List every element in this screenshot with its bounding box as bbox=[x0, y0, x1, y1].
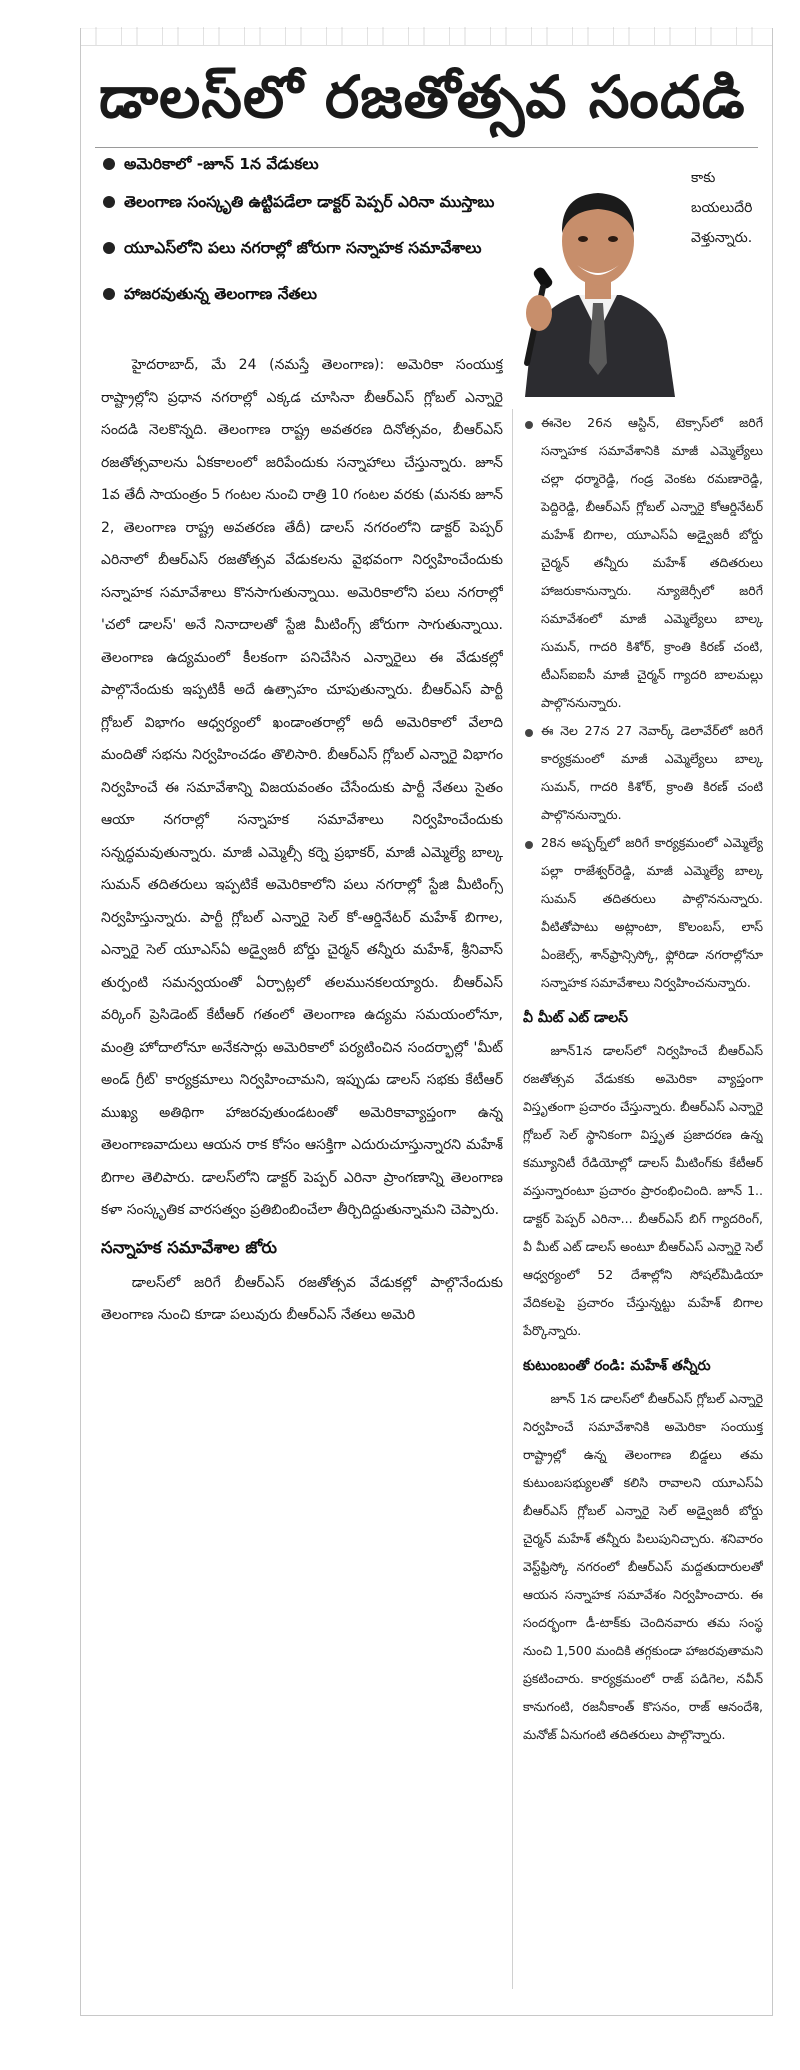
newspaper-clipping bbox=[80, 28, 773, 2016]
highlight-text: హాజరవుతున్న తెలంగాణ నేతలు bbox=[124, 285, 317, 303]
bullet-icon bbox=[103, 158, 115, 170]
highlight-item bbox=[101, 155, 511, 193]
bullet-paragraph: ఈనెల 26న ఆస్టిన్, టెక్సాస్‌లో జరిగే సన్నాహక సమావేశానికి మాజీ ఎమ్మెల్యేలు చల్లా ధర్మారెడ్డి, గండ్ర వెంకట రమణారెడ్డి, పెద్దిరెడ్డి, బీఆర్‌ఎస్ గ్లోబల్ ఎన్నారై కోఆర్డినేటర్ మహేశ్ బిగాల, యూఎస్‌ఏ అడ్వైజరీ బోర్డు చైర్మన్ తన్నీరు మహేశ్ తదితరులు హాజరుకానున్నారు. న్యూజెర్సీలో జరిగే సమావేశంలో మాజీ ఎమ్మెల్యేలు బాల్క సుమన్, గాదరి కిశోర్, క్రాంతి కిరణ్ చంటి, టీఎస్‌ఐఐసీ మాజీ చైర్మన్ గ్యాదరి బాలమల్లు పాల్గొననున్నారు. bbox=[523, 409, 763, 717]
bullet-paragraph: ఈ నెల 27న 27 నెవార్క్ డెలావేర్‌లో జరిగే కార్యక్రమంలో మాజీ ఎమ్మెల్యేలు బాల్క సుమన్, గాదరి కిశోర్, క్రాంతి కిరణ్ చంటి పాల్గొననున్నారు. bbox=[523, 717, 763, 829]
leader-photo bbox=[517, 163, 679, 397]
article-body-paragraph: జూన్1న డాలస్‌లో నిర్వహించే బీఆర్‌ఎస్ రజతోత్సవ వేడుకకు అమెరికా వ్యాప్తంగా విస్తృతంగా ప్రచారం చేస్తున్నారు. బీఆర్‌ఎస్ ఎన్నారై గ్లోబల్ సెల్ స్థానికంగా విస్తృత ప్రజాదరణ ఉన్న కమ్యూనిటీ రేడియోల్లో డాలస్ మీటింగ్‌కు కేటీఆర్ వస్తున్నారంటూ ప్రచారం ప్రారంభించింది. జూన్ 1.. డాక్టర్ పెప్పర్ ఎరినా... బీఆర్‌ఎస్ బిగ్ గ్యాదరింగ్, వీ మీట్ ఎట్ డాలస్ అంటూ బీఆర్‌ఎస్ ఎన్నారై సెల్ ఆధ్వర్యంలో 52 దేశాల్లోని సోషల్‌మీడియా వేదికలపై ప్రచారం చేస్తున్నట్టు మహేశ్ బిగాల పేర్కొన్నారు. bbox=[523, 1043, 763, 1338]
bullet-paragraph: 28న అష్బర్న్‌లో జరిగే కార్యక్రమంలో ఎమ్మెల్యే పల్లా రాజేశ్వర్‌రెడ్డి, మాజీ ఎమ్మెల్యే బాల్క సుమన్ తదితరులు పాల్గొననున్నారు. వీటితోపాటు అట్లాంటా, కొలంబస్, లాస్ ఏంజెల్స్, శాన్‌ఫ్రాన్సిస్కో, ఫ్లోరిడా నగరాల్లోనూ సన్నాహక సమావేశాలు నిర్వహించనున్నారు. bbox=[523, 829, 763, 997]
section-heading: కుటుంబంతో రండి: మహేశ్ తన్నీరు bbox=[523, 1358, 711, 1374]
article-body-paragraph: హైదరాబాద్, మే 24 (నమస్తే తెలంగాణ): అమెరికా సంయుక్త రాష్ట్రాల్లోని ప్రధాన నగరాల్లో ఎక్కడ చూసినా బీఆర్‌ఎస్ గ్లోబల్ ఎన్నారై సందడి నెలకొన్నది. తెలంగాణ రాష్ట్ర అవతరణ దినోత్సవం, బీఆర్‌ఎస్ రజతోత్సవాలను ఏకకాలంలో జరిపేందుకు సన్నాహాలు చేస్తున్నారు. జూన్ 1వ తేదీ సాయంత్రం 5 గంటల నుంచి రాత్రి 10 గంటల వరకు (మనకు జూన్ 2, తెలంగాణ రాష్ట్ర అవతరణ తేదీ) డాలస్ నగరంలోని డాక్టర్ పెప్పర్ ఎరినాలో బీఆర్‌ఎస్ రజతోత్సవ వేడుకలను వైభవంగా నిర్వహించేందుకు సన్నాహక సమావేశాలు కొనసాగుతున్నాయి. అమెరికాలోని పలు నగరాల్లో 'చలో డాలస్' అనే నినాదాలతో స్టేజి మీటింగ్స్ జోరుగా సాగుతున్నాయి. తెలంగాణ ఉద్యమంలో కీలకంగా పనిచేసిన ఎన్నారైలు ఈ వేడుకల్లో పాల్గొనేందుకు ఇప్పటికీ అదే ఉత్సాహం చూపుతున్నారు. బీఆర్‌ఎస్ పార్టీ గ్లోబల్ విభాగం ఆధ్వర్యంలో ఖండాంతరాల్లో అదీ అమెరికాలో వేలాది మందితో సభను నిర్వహించడం తొలిసారి. బీఆర్‌ఎస్ గ్లోబల్ ఎన్నారై విభాగం నిర్వహించే ఈ సమావేశాన్ని విజయవంతం చేసేందుకు పార్టీ నేతలు సైతం ఆయా నగరాల్లో సన్నాహక సమావేశాలు నిర్వహించేందుకు సన్నద్ధమవుతున్నారు. మాజీ ఎమ్మెల్సీ కర్నె ప్రభాకర్, మాజీ ఎమ్మెల్యే బాల్క సుమన్ తదితరులు ఇప్పటికే అమెరికాలోని పలు నగరాల్లో స్టేజి మీటింగ్స్ నిర్వహిస్తున్నారు. పార్టీ గ్లోబల్ ఎన్నారై సెల్ కో-ఆర్డినేటర్ మహేశ్ బిగాల, ఎన్నారై సెల్ యూఎస్‌ఏ అడ్వైజరీ బోర్డు చైర్మన్ తన్నీరు మహేశ్, శ్రీనివాస్ తుర్పంటి సమన్వయంతో ఏర్పాట్లలో తలమునకలయ్యారు. బీఆర్‌ఎస్ వర్కింగ్ ప్రెసిడెంట్ కేటీఆర్ గతంలో తెలంగాణ ఉద్యమ సమయంలోనూ, మంత్రి హోదాలోనూ అనేకసార్లు అమెరికాలో పర్యటించిన సందర్భాల్లో 'మీట్ అండ్ గ్రీట్' కార్యక్రమాలు నిర్వహించామని, ఇప్పుడు డాలస్ సభకు కేటీఆర్ ముఖ్య అతిథిగా హాజరవుతుండటంతో అమెరికావ్యాప్తంగా ఉన్న తెలంగాణవాదులు ఆయన రాక కోసం ఆసక్తిగా ఎదురుచూస్తున్నారని మహేశ్ బిగాల తెలిపారు. డాలస్‌లోని డాక్టర్ పెప్పర్ ఎరినా ప్రాంగణాన్ని తెలంగాణ కళా సంస్కృతిక వారసత్వం ప్రతిబింబించేలా తీర్చిదిద్దుతున్నామని చెప్పారు. bbox=[101, 357, 503, 1218]
right-column bbox=[523, 409, 763, 1969]
right-column-beside-photo bbox=[691, 163, 765, 413]
highlight-item bbox=[101, 193, 511, 239]
bullet-icon bbox=[103, 196, 115, 208]
headline: డాలస్‌లో రజతోత్సవ సందడి bbox=[99, 63, 746, 131]
article-body-paragraph: జూన్ 1న డాలస్‌లో బీఆర్‌ఎస్ గ్లోబల్ ఎన్నారై నిర్వహించే సమావేశానికి అమెరికా సంయుక్త రాష్ట్రాల్లో ఉన్న తెలంగాణ బిడ్డలు తమ కుటుంబసభ్యులతో కలిసి రావాలని యూఎస్‌ఏ బీఆర్‌ఎస్ గ్లోబల్ ఎన్నారై సెల్ అడ్వైజరీ బోర్డు చైర్మన్ మహేశ్ తన్నీరు పిలుపునిచ్చారు. శనివారం వెస్ట్‌ఫ్రిస్కో నగరంలో బీఆర్‌ఎస్ మద్దతుదారులతో ఆయన సన్నాహక సమావేశం నిర్వహించారు. ఈ సందర్భంగా డీ-టాక్‌కు చెందినవారు తమ సంస్థ నుంచి 1,500 మందికి తగ్గకుండా హాజరవుతామని ప్రకటించారు. కార్యక్రమంలో రాజ్ పడిగెల, నవీన్ కానుగంటి, రజనీకాంత్ కొసనం, రాజ్ ఆనందేశి, మనోజ్ ఏనుగంటి తదితరులు పాల్గొన్నారు. bbox=[523, 1391, 763, 1742]
bullet-icon bbox=[103, 288, 115, 300]
highlight-text: తెలంగాణ సంస్కృతి ఉట్టిపడేలా డాక్టర్ పెప్పర్ ఎరినా ముస్తాబు bbox=[124, 193, 495, 211]
section-heading: వీ మీట్ ఎట్ డాలస్ bbox=[523, 1010, 628, 1026]
leader-photo-illustration bbox=[517, 163, 679, 397]
column-divider bbox=[512, 409, 513, 1989]
headline-rule bbox=[95, 147, 758, 148]
highlight-item bbox=[101, 285, 511, 323]
left-column bbox=[101, 349, 503, 1999]
highlight-text: యూఎస్‌లోని పలు నగరాల్లో జోరుగా సన్నాహక సమావేశాలు bbox=[124, 239, 482, 257]
article-body-paragraph: డాలస్‌లో జరిగే బీఆర్‌ఎస్ రజతోత్సవ వేడుకల్లో పాల్గొనేందుకు తెలంగాణ నుంచి కూడా పలువురు బీఆర్‌ఎస్ నేతలు అమెరి bbox=[101, 1274, 503, 1323]
clipped-previous-article-edge bbox=[81, 27, 772, 46]
bullet-icon bbox=[103, 242, 115, 254]
highlights-list bbox=[101, 155, 511, 323]
highlight-text: అమెరికాలో -జూన్ 1న వేడుకలు bbox=[124, 155, 319, 173]
article-body-paragraph: కాకు బయలుదేరి వెళ్తున్నారు. bbox=[691, 170, 753, 246]
highlight-item bbox=[101, 239, 511, 285]
section-heading: సన్నాహక సమావేశాల జోరు bbox=[101, 1237, 277, 1257]
